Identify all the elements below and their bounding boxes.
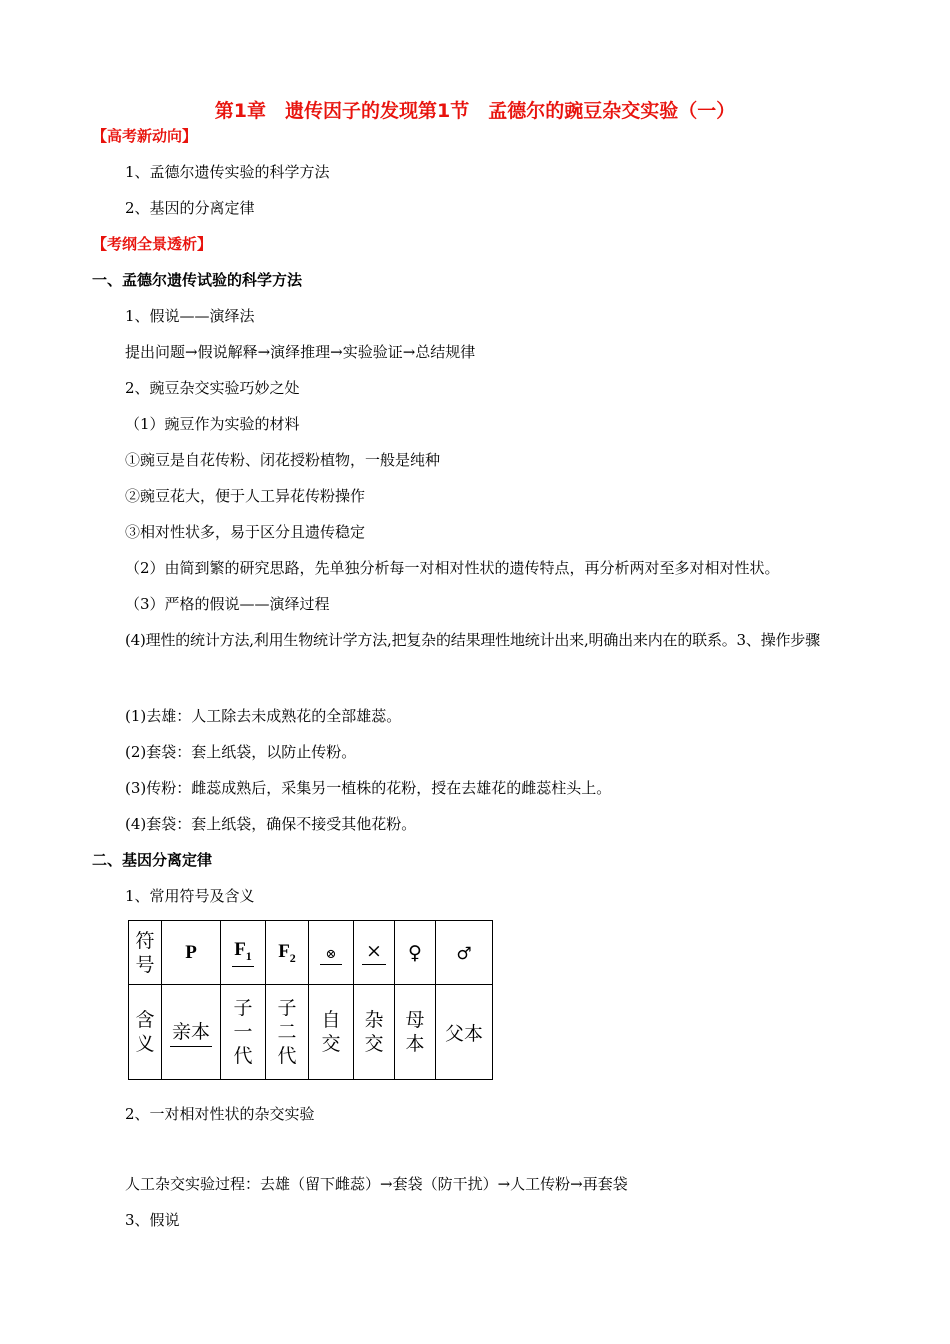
part1-line-4: （1）豌豆作为实验的材料 — [125, 415, 300, 433]
self-cross-icon: ⊗ — [320, 947, 343, 965]
part1-line-13: (3)传粉：雌蕊成熟后，采集另一植株的花粉，授在去雄花的雌蕊柱头上。 — [125, 779, 612, 797]
meaning-male: 父本 — [444, 1022, 483, 1045]
symbol-p: P — [185, 942, 197, 963]
cross-icon: × — [362, 940, 386, 965]
part2-heading: 二、基因分离定律 — [92, 851, 213, 869]
part1-line-2: 提出问题→假说解释→演绎推理→实验验证→总结规律 — [125, 343, 476, 361]
part1-heading: 一、孟德尔遗传试验的科学方法 — [92, 271, 303, 289]
part1-line-14: (4)套袋：套上纸袋，确保不接受其他花粉。 — [125, 815, 417, 833]
cell-meaning-f2: 子 二 代 — [266, 985, 309, 1080]
cell-symbol-header — [129, 921, 162, 985]
part1-line-7: ③相对性状多，易于区分且遗传稳定 — [125, 523, 366, 541]
cell-meaning-self: 自 交 — [309, 985, 354, 1080]
part1-line-10: (4)理性的统计方法,利用生物统计学方法,把复杂的结果理性地统计出来,明确出来内在的联系。3、操作步骤 — [125, 631, 820, 649]
part1-line-9: （3）严格的假说——演绎过程 — [125, 595, 330, 613]
header-char: 符 — [135, 929, 155, 952]
part1-line-12: (2)套袋：套上纸袋，以防止传粉。 — [125, 743, 357, 761]
symbol-table — [128, 920, 493, 1080]
part1-line-6: ②豌豆花大，便于人工异花传粉操作 — [125, 487, 366, 505]
cell-meaning-male — [436, 985, 493, 1080]
symbol-f1: $F_1$ — [232, 939, 254, 967]
meaning-parent: 亲本 — [170, 1017, 212, 1047]
table-row-symbols — [129, 921, 493, 985]
male-icon: ♂ — [456, 943, 472, 964]
part1-line-3: 2、豌豆杂交实验巧妙之处 — [125, 379, 300, 397]
part2-line-2: 2、一对相对性状的杂交实验 — [125, 1105, 315, 1123]
cell-symbol-male — [436, 921, 493, 985]
cell-meaning-header — [129, 985, 162, 1080]
cell-symbol-cross — [354, 921, 395, 985]
cell-symbol-f1 — [221, 921, 266, 985]
cell-symbol-f2 — [266, 921, 309, 985]
female-icon: ♀ — [408, 941, 422, 964]
cell-meaning-f1: 子 一 代 — [221, 985, 266, 1080]
cell-symbol-self — [309, 921, 354, 985]
trend-heading: 【高考新动向】 — [92, 127, 198, 145]
header-char: 含 — [135, 1009, 155, 1031]
cell-meaning-parent — [162, 985, 221, 1080]
cell-symbol-p — [162, 921, 221, 985]
part2-line-1: 1、常用符号及含义 — [125, 887, 255, 905]
outline-heading: 【考纲全景透析】 — [92, 235, 213, 253]
cell-meaning-female: 母 本 — [395, 985, 436, 1080]
part2-line-4: 3、假说 — [125, 1211, 180, 1229]
header-char: 义 — [135, 1033, 155, 1055]
page-title: 第1章 遗传因子的发现第1节 孟德尔的豌豆杂交实验（一） — [214, 100, 736, 122]
symbol-f2: $F_2$ — [278, 940, 296, 965]
cell-symbol-female — [395, 921, 436, 985]
header-char: 号 — [135, 953, 155, 976]
part1-line-11: (1)去雄：人工除去未成熟花的全部雄蕊。 — [125, 707, 402, 725]
cell-meaning-cross: 杂 交 — [354, 985, 395, 1080]
part1-line-5: ①豌豆是自花传粉、闭花授粉植物，一般是纯种 — [125, 451, 441, 469]
trend-item-1: 1、孟德尔遗传实验的科学方法 — [125, 163, 330, 181]
trend-item-2: 2、基因的分离定律 — [125, 199, 255, 217]
table-row-meanings — [129, 985, 493, 1080]
part2-line-3: 人工杂交实验过程：去雄（留下雌蕊）→套袋（防干扰）→人工传粉→再套袋 — [125, 1175, 628, 1193]
part1-line-8: （2）由简到繁的研究思路，先单独分析每一对相对性状的遗传特点，再分析两对至多对相对性状。 — [125, 559, 780, 577]
part1-line-1: 1、假说——演绎法 — [125, 307, 255, 325]
